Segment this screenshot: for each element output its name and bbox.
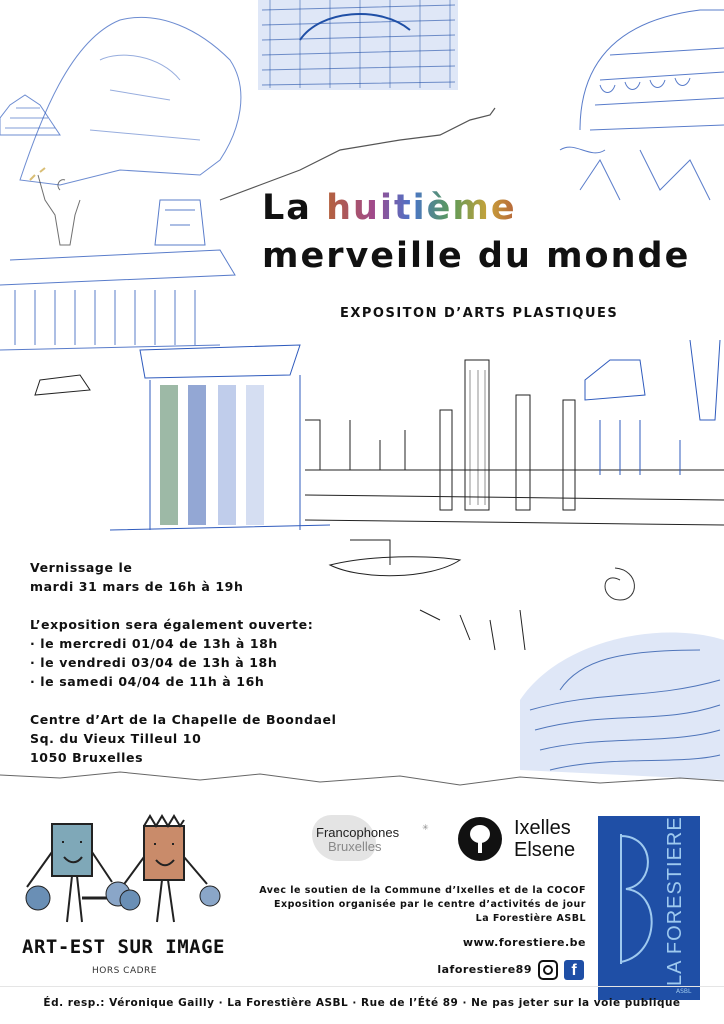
artest-name: ART-EST SUR IMAGE bbox=[22, 936, 225, 958]
artest-tagline: HORS CADRE bbox=[92, 966, 157, 976]
great-wall-sketch bbox=[220, 108, 495, 200]
ixelles-logo bbox=[458, 815, 588, 865]
domed-building-sketch bbox=[258, 0, 458, 90]
vernissage-label: Vernissage le bbox=[30, 560, 133, 575]
social-handle[interactable]: laforestiere89 bbox=[437, 963, 532, 976]
opening-intro: L’exposition sera également ouverte: bbox=[30, 617, 314, 632]
sphinx-sketch bbox=[20, 17, 241, 185]
venue-street: Sq. du Vieux Tilleul 10 bbox=[30, 731, 202, 746]
venue-city: 1050 Bruxelles bbox=[30, 750, 144, 765]
forestiere-asbl-label: ASBL bbox=[676, 988, 692, 995]
tree-icon bbox=[458, 817, 502, 861]
blue-scribble-sketch bbox=[520, 633, 724, 781]
title-prefix: La bbox=[262, 188, 327, 228]
venue-name: Centre d’Art de la Chapelle de Boondael bbox=[30, 712, 337, 727]
title-highlight: huitième bbox=[326, 188, 517, 228]
colosseum-sketch bbox=[560, 10, 724, 200]
support-line: La Forestière ASBL bbox=[475, 913, 586, 924]
artest-characters-logo bbox=[22, 812, 222, 934]
poster-title-line1 bbox=[262, 188, 517, 228]
la-forestiere-logo bbox=[598, 816, 700, 1000]
vernissage-date: mardi 31 mars de 16h à 19h bbox=[30, 579, 244, 594]
footer-legal-text: Éd. resp.: Véronique Gailly · La Forestière ASBL · Rue de l’Été 89 · Ne pas jeter sur la voie publique bbox=[43, 997, 681, 1009]
bruxelles-label: Bruxelles bbox=[328, 839, 382, 854]
ixelles-label: Ixelles bbox=[514, 817, 571, 839]
colossus-sketch bbox=[30, 168, 80, 245]
spiral-sketch bbox=[605, 568, 634, 600]
footer-divider bbox=[0, 986, 724, 987]
ruins-sketch bbox=[305, 340, 724, 525]
forestiere-vertical-label: LA FORESTIERE bbox=[664, 816, 686, 986]
elsene-label: Elsene bbox=[514, 839, 576, 861]
support-line: Exposition organisée par le centre d’activités de jour bbox=[274, 899, 586, 910]
opening-day: · le samedi 04/04 de 11h à 16h bbox=[30, 674, 265, 689]
francophones-label: Francophones bbox=[316, 825, 400, 840]
opening-day: · le vendredi 03/04 de 13h à 18h bbox=[30, 655, 278, 670]
opening-day: · le mercredi 01/04 de 13h à 18h bbox=[30, 636, 278, 651]
forestiere-b-icon bbox=[606, 824, 666, 974]
website-link[interactable]: www.forestiere.be bbox=[462, 936, 586, 949]
support-line: Avec le soutien de la Commune d’Ixelles et de la COCOF bbox=[259, 885, 586, 896]
event-info-block bbox=[30, 558, 337, 767]
instagram-icon[interactable] bbox=[538, 960, 558, 980]
poster-subtitle: EXPOSITON D’ARTS PLASTIQUES bbox=[340, 306, 619, 321]
poster-title-line2: merveille du monde bbox=[262, 236, 691, 276]
temple-sketch bbox=[0, 200, 235, 350]
support-text bbox=[240, 884, 586, 926]
parthenon-sketch bbox=[110, 345, 330, 530]
facebook-icon[interactable]: f bbox=[564, 960, 584, 980]
star-icon: ✳ bbox=[422, 823, 429, 832]
francophones-bruxelles-logo bbox=[298, 815, 438, 865]
social-row bbox=[416, 958, 586, 982]
